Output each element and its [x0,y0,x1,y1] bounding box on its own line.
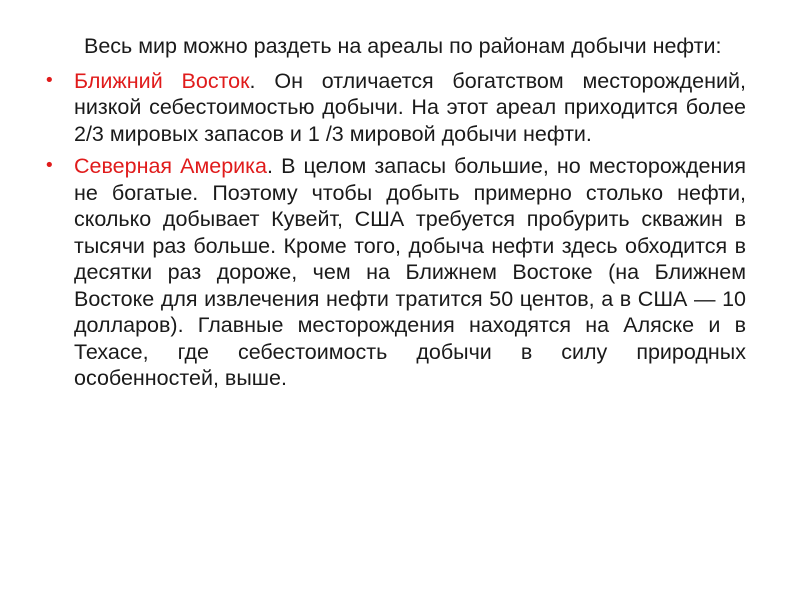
bullet-marker-icon: • [44,69,55,91]
bullet-middle-east [44,68,746,148]
bullet-marker-icon: • [44,155,55,176]
bullet-text-middle-east: . Он отличается богатством месторождений, низкой себестоимостью добычи. На этот ареал приходится более 2/3 мировых запасов и 1 /3 мировой добычи нефти. [74,68,746,146]
bullet-north-america [44,153,746,392]
region-name-middle-east: Ближний Восток [74,68,250,93]
bullet-text-north-america: . В целом запасы большие, но месторождения не богатые. Поэтому чтобы добыть примерно столько нефти, сколько добывает Кувейт, США требуется пробурить скважин в тысячи раз больше. Кроме того, добыча нефти здесь обходится в десятки раз дороже, чем на Ближнем Востоке (на Ближнем Востоке для извлечения нефти тратится 50 центов, а в США — 10 долларов). Главные месторождения находятся на Аляске и в Техасе, где себестоимость добычи в силу природных особенностей, выше. [74,154,746,390]
region-name-north-america: Северная Америка [74,154,268,178]
intro-paragraph: Весь мир можно раздеть на ареалы по районам добычи нефти: [84,34,722,58]
slide-content [44,33,746,398]
